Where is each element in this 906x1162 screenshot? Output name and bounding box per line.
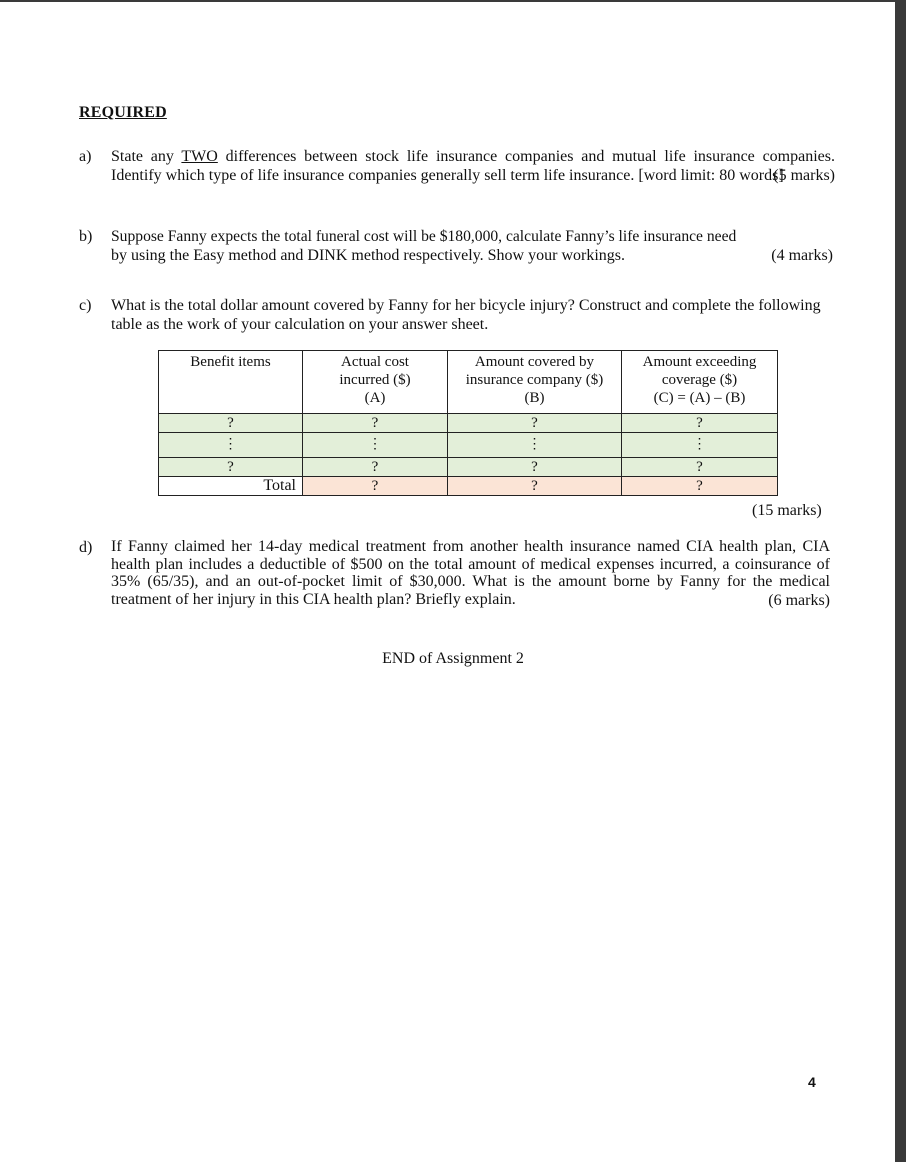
end-of-assignment: END of Assignment 2: [382, 650, 524, 667]
header-actual-cost-l3: (A): [364, 390, 386, 406]
table-row: [159, 414, 778, 433]
table-cell: ?: [448, 414, 622, 433]
document-page: [0, 2, 895, 1162]
table-header-row: [159, 351, 778, 414]
question-a-text-pre: State any: [111, 148, 182, 165]
total-cell: ?: [622, 477, 778, 496]
question-d-marks: (6 marks): [768, 591, 830, 609]
header-actual-cost: [303, 351, 448, 414]
header-amount-covered-l3: (B): [524, 390, 545, 406]
question-a: [79, 147, 835, 185]
table-cell: ?: [622, 414, 778, 433]
question-b-marks: (4 marks): [771, 247, 833, 264]
header-amount-exceeding-l3: (C) = (A) – (B): [653, 390, 746, 406]
table-cell: ?: [159, 414, 303, 433]
question-a-marks: (5 marks): [773, 167, 835, 184]
question-c-text: What is the total dollar amount covered by Fanny for her bicycle injury? Construct and complete the following table as the work of your calculation on your answer sheet.: [111, 297, 821, 333]
header-amount-covered-l2: insurance company ($): [465, 372, 604, 388]
table-cell: ?: [448, 458, 622, 477]
header-amount-covered: [448, 351, 622, 414]
question-c-marks: (15 marks): [752, 502, 822, 519]
question-a-text: [111, 147, 835, 185]
question-c: [79, 296, 835, 334]
question-b-line1: Suppose Fanny expects the total funeral cost will be $180,000, calculate Fanny’s life insurance need: [111, 228, 737, 245]
table-total-row: [159, 477, 778, 496]
question-a-emphasis: TWO: [181, 148, 218, 165]
table-cell: ?: [622, 458, 778, 477]
question-b: [79, 227, 835, 265]
question-b-label: b): [79, 228, 93, 245]
table-cell-ellipsis: ⋮: [303, 433, 448, 458]
table-cell-ellipsis: ⋮: [448, 433, 622, 458]
question-b-line2-row: [111, 246, 833, 265]
header-benefit-items: Benefit items: [159, 351, 303, 414]
question-b-line2: by using the Easy method and DINK method respectively. Show your workings.: [111, 247, 625, 264]
total-label: Total: [159, 477, 303, 496]
question-a-text-post: differences between stock life insurance companies and mutual life insurance companies. Identify which type of life insurance companies generally sell term life insurance. [word limit: 80 words]: [111, 148, 835, 184]
total-cell: ?: [303, 477, 448, 496]
table-cell-ellipsis: ⋮: [622, 433, 778, 458]
header-amount-exceeding-l2: coverage ($): [661, 372, 738, 388]
question-d: [79, 538, 830, 610]
question-c-label: c): [79, 297, 92, 314]
total-cell: ?: [448, 477, 622, 496]
header-actual-cost-l1: Actual cost: [341, 354, 409, 370]
header-amount-exceeding: [622, 351, 778, 414]
question-d-label: d): [79, 539, 93, 556]
table-row-ellipsis: [159, 433, 778, 458]
question-a-label: a): [79, 148, 92, 165]
benefit-table: [158, 350, 778, 496]
question-d-text: If Fanny claimed her 14-day medical treatment from another health insurance named CIA health plan, CIA health plan includes a deductible of $500 on the total amount of medical expenses incurred, a coinsurance of 35% (65/35), and an out-of-pocket limit of $30,000. What is the amount borne by Fanny for the medical treatment of her injury in this CIA health plan? Briefly explain.: [111, 538, 830, 608]
required-heading: REQUIRED: [79, 104, 167, 121]
header-amount-exceeding-l1: Amount exceeding: [642, 354, 757, 370]
header-actual-cost-l2: incurred ($): [339, 372, 411, 388]
table-cell-ellipsis: ⋮: [159, 433, 303, 458]
page-number: 4: [808, 1074, 816, 1090]
table-cell: ?: [303, 458, 448, 477]
table-cell: ?: [159, 458, 303, 477]
table-row: [159, 458, 778, 477]
table-cell: ?: [303, 414, 448, 433]
header-amount-covered-l1: Amount covered by: [474, 354, 595, 370]
